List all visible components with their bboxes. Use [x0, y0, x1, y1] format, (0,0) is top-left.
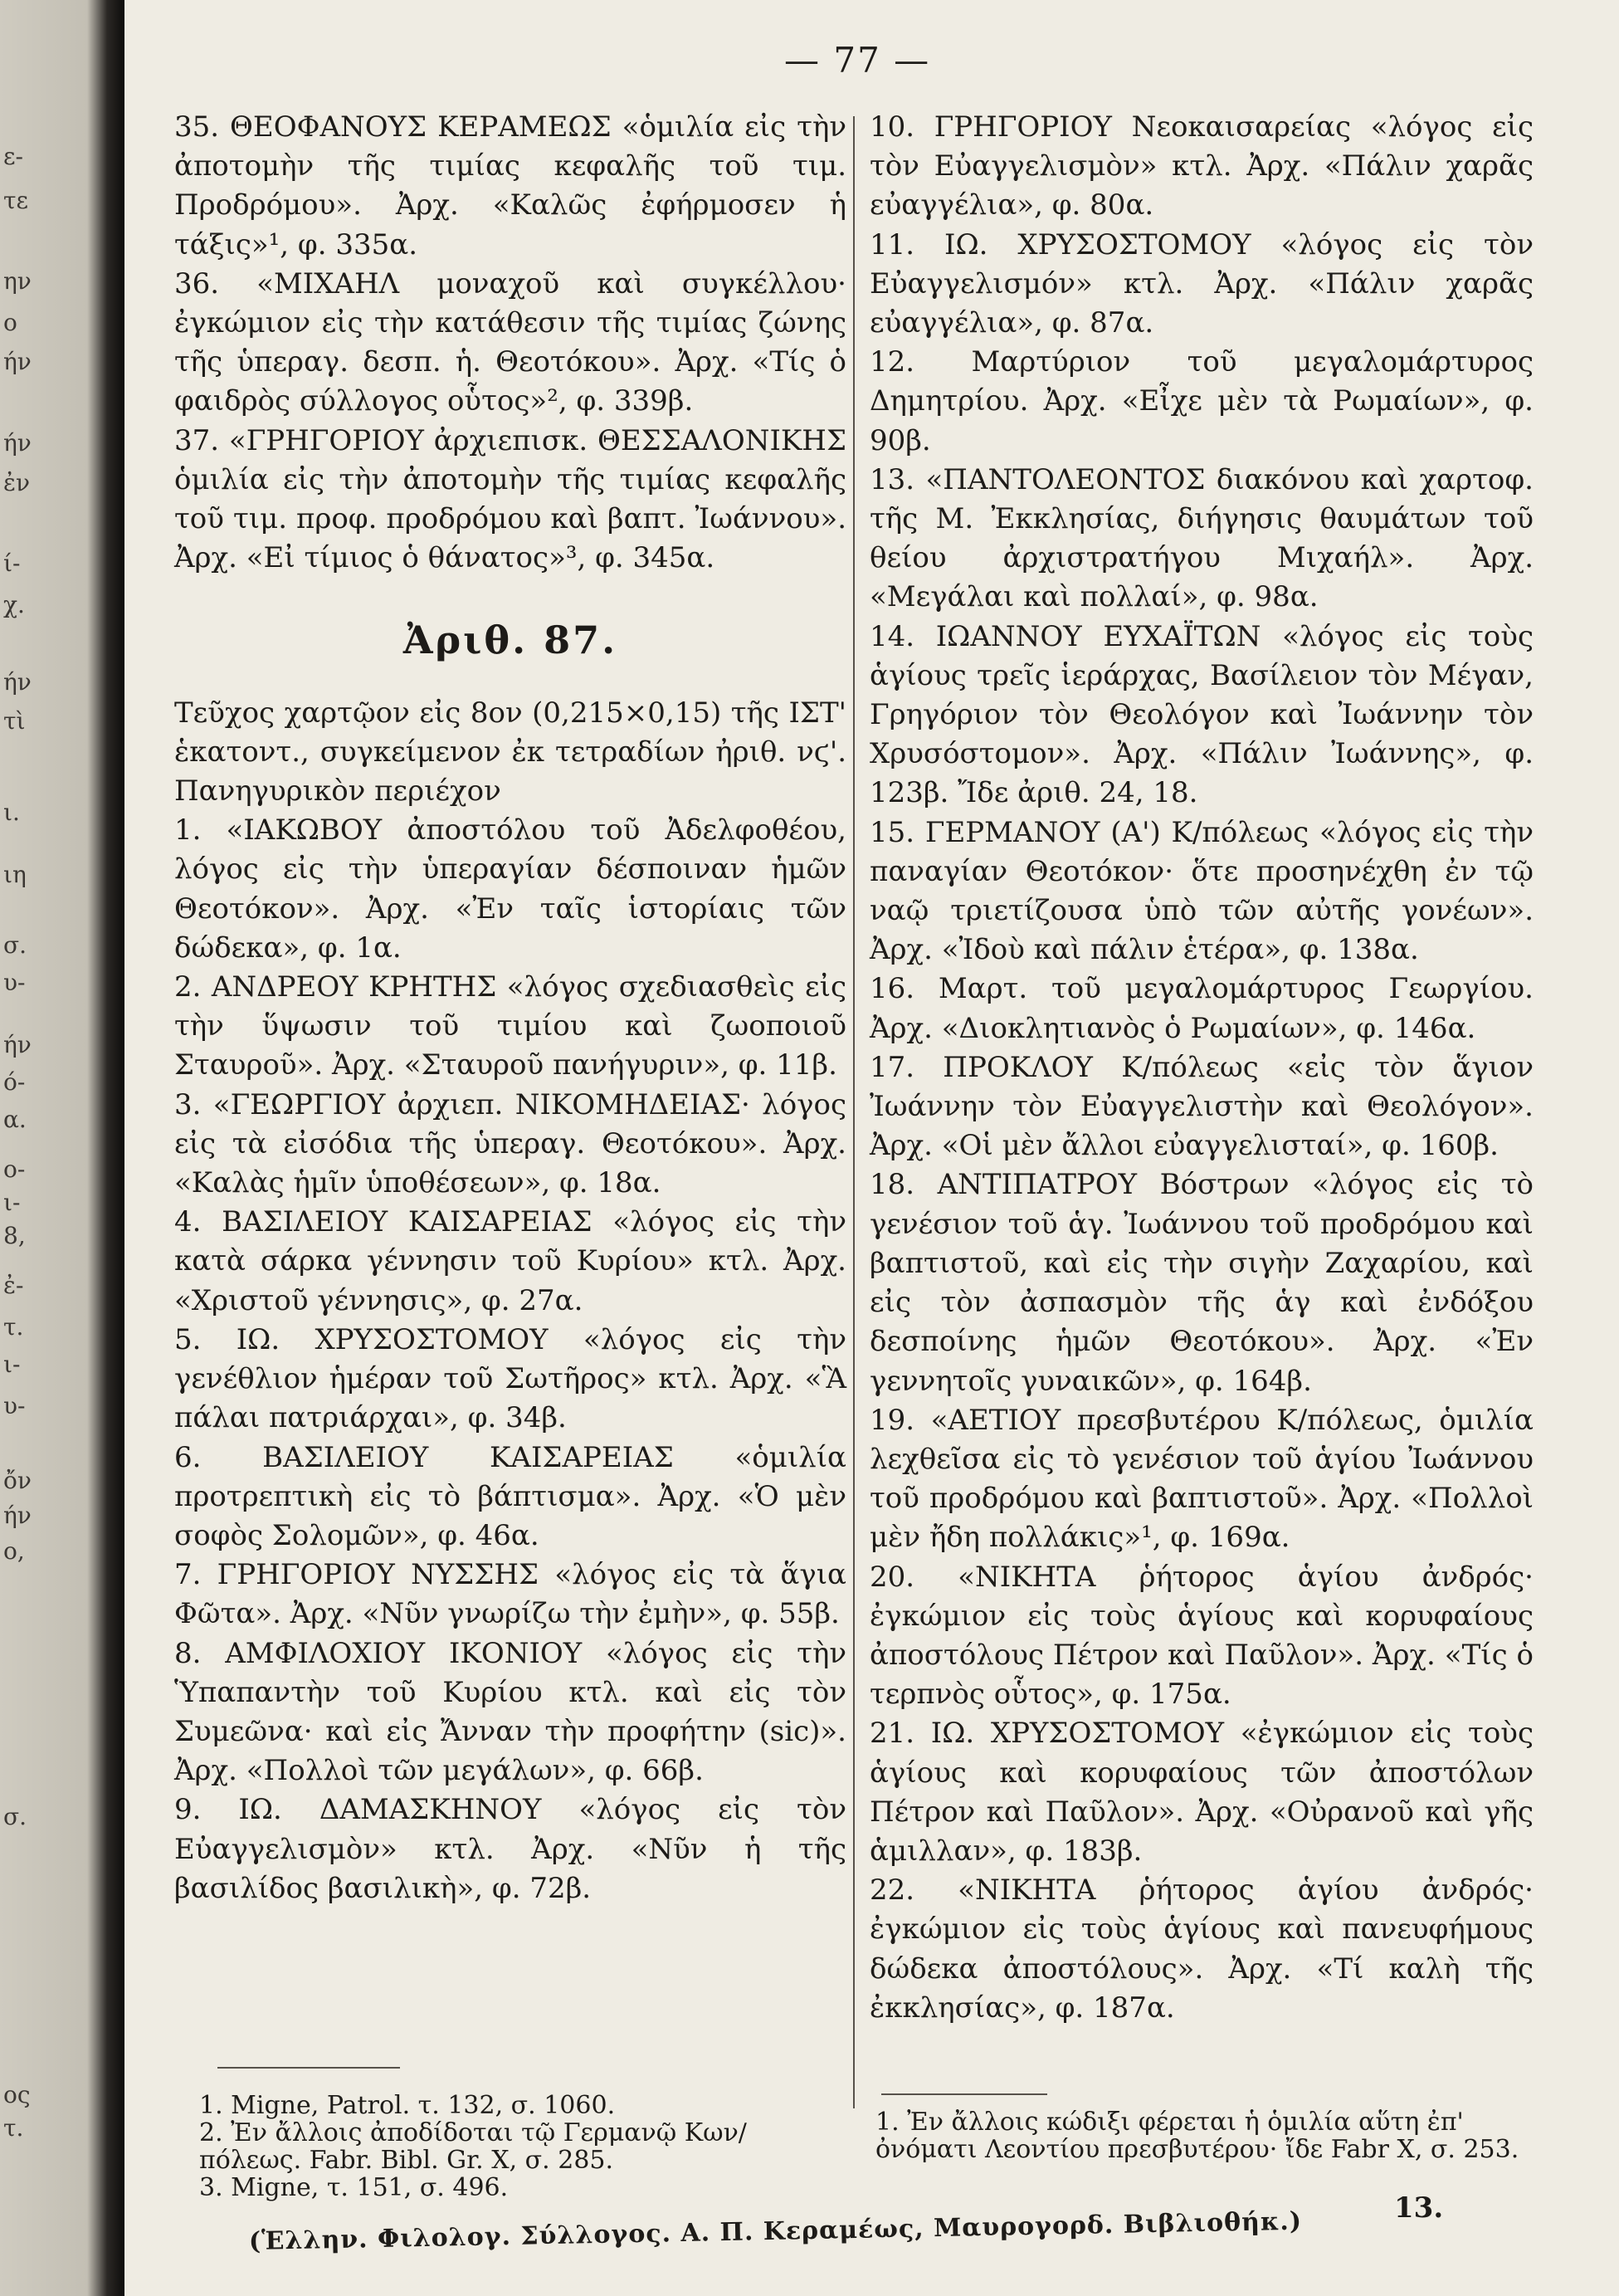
catalogue-entry: 13. «ΠΑΝΤΟΛΕΟΝΤΟΣ διακόνου καὶ χαρτοφ. τῆς Μ. Ἐκκλησίας, διήγησις θαυμάτων τοῦ θείου ἀρχιστρατήγου Μιχαήλ». Ἀρχ. «Μεγάλαι καὶ πολλαί», φ. 98α.: [870, 462, 1534, 614]
catalogue-entry: 3. «ΓΕΩΡΓΙΟΥ ἀρχιεπ. ΝΙΚΟΜΗΔΕΙΑΣ· λόγος εἰς τὰ εἰσόδια τῆς ὑπεραγ. Θεοτόκου». Ἀρχ. «Καλὰς ἡμῖν ὑποθέσεων», φ. 18α.: [174, 1087, 846, 1200]
margin-fragment: ιη: [3, 861, 27, 888]
margin-fragment: ό-: [3, 1068, 26, 1096]
catalogue-entry: 22. «ΝΙΚΗΤΑ ῥήτορος ἁγίου ἀνδρός· ἐγκώμιον εἰς τοὺς ἁγίους καὶ πανευφήμους δώδεκα ἀποστόλους». Ἀρχ. «Τί καλὴ τῆς ἐκκλησίας», φ. 187α.: [870, 1873, 1534, 2025]
catalogue-entry: 15. ΓΕΡΜΑΝΟΥ (Α') Κ/πόλεως «λόγος εἰς τὴν παναγίαν Θεοτόκον· ὅτε προσηνέχθη ἐν τῷ ναῷ τριετίζουσα ὑπὸ τῶν αὐτῆς γονέων». Ἀρχ. «Ἰδοὺ καὶ πάλιν ἑτέρα», φ. 138α.: [870, 815, 1534, 967]
library-colophon: (Ἑλλην. Φιλολογ. Σύλλογος. Α. Π. Κεραμέως, Μαυρογορδ. Βιβλιοθήκ.): [248, 2206, 1303, 2256]
margin-fragment: ι-: [3, 1351, 21, 1378]
catalogue-entry: 36. «ΜΙΧΑΗΛ μοναχοῦ καὶ συγκέλλου· ἐγκώμιον εἰς τὴν κατάθεσιν τῆς τιμίας ζώνης τῆς ὑπεραγ. δεσπ. ἡ. Θεοτόκου». Ἀρχ. «Τίς ὁ φαιδρὸς σύλλογος οὗτος»², φ. 339β.: [174, 266, 846, 418]
catalogue-entry: 19. «ΑΕΤΙΟΥ πρεσβυτέρου Κ/πόλεως, ὁμιλία λεχθεῖσα εἰς τὸ γενέσιον τοῦ ἁγίου Ἰωάννου τοῦ προδρόμου καὶ βαπτιστοῦ». Ἀρχ. «Πολλοὶ μὲν ἤδη πολλάκις»¹, φ. 169α.: [870, 1403, 1534, 1555]
margin-fragment: σ.: [3, 931, 27, 959]
margin-fragment: ἐ-: [3, 1272, 24, 1299]
margin-fragment: 8,: [3, 1222, 26, 1249]
margin-fragment: ἐν: [3, 469, 31, 496]
catalogue-entry: 4. ΒΑΣΙΛΕΙΟΥ ΚΑΙΣΑΡΕΙΑΣ «λόγος εἰς τὴν κατὰ σάρκα γέννησιν τοῦ Κυρίου» κτλ. Ἀρχ. «Χριστοῦ γέννησις», φ. 27α.: [174, 1205, 846, 1317]
catalogue-entry: 11. ΙΩ. ΧΡΥΣΟΣΤΟΜΟΥ «λόγος εἰς τὸν Εὐαγγελισμόν» κτλ. Ἀρχ. «Πάλιν χαρᾶς εὐαγγέλια», φ. 87α.: [870, 227, 1534, 340]
catalogue-entry: 20. «ΝΙΚΗΤΑ ῥήτορος ἁγίου ἀνδρός· ἐγκώμιον εἰς τοὺς ἁγίους καὶ κορυφαίους ἀποστόλους Πέτρον καὶ Παῦλον». Ἀρχ. «Τίς ὁ τερπνὸς οὗτος», φ. 175α.: [870, 1560, 1534, 1712]
book-binding-gutter: [0, 0, 124, 2296]
catalogue-entry: 7. ΓΡΗΓΟΡΙΟΥ ΝΥΣΣΗΣ «λόγος εἰς τὰ ἅγια Φῶτα». Ἀρχ. «Νῦν γνωρίζω τὴν ἐμὴν», φ. 55β.: [174, 1558, 846, 1631]
catalogue-entry: 35. ΘΕΟΦΑΝΟΥΣ ΚΕΡΑΜΕΩΣ «ὁμιλία εἰς τὴν ἀποτομὴν τῆς τιμίας κεφαλῆς τοῦ τιμ. Προδρόμου». Ἀρχ. «Καλῶς ἐφήρμοσεν ἡ τάξις»¹, φ. 335α.: [174, 110, 846, 261]
catalogue-entry: 8. ΑΜΦΙΛΟΧΙΟΥ ΙΚΟΝΙΟΥ «λόγος εἰς τὴν Ὑπαπαντὴν τοῦ Κυρίου κτλ. καὶ εἰς τὸν Συμεῶνα· καὶ εἰς Ἄνναν τὴν προφήτην (sic)». Ἀρχ. «Πολλοὶ τῶν μεγάλων», φ. 66β.: [174, 1636, 846, 1788]
margin-fragment: τ.: [3, 2114, 24, 2142]
catalogue-entry: 12. Μαρτύριον τοῦ μεγαλομάρτυρος Δημητρίου. Ἀρχ. «Εἶχε μὲν τὰ Ρωμαίων», φ. 90β.: [870, 345, 1534, 457]
margin-fragment: σ.: [3, 1803, 27, 1830]
margin-fragment: ο,: [3, 1537, 25, 1565]
catalogue-entry: 14. ΙΩΑΝΝΟΥ ΕΥΧΑΪΤΩΝ «λόγος εἰς τοὺς ἁγίους τρεῖς ἱεράρχας, Βασίλειον τὸν Μέγαν, Γρηγόριον τὸν Θεολόγον καὶ Ἰωάννην τὸν Χρυσόστομον». Ἀρχ. «Πάλιν Ἰωάννης», φ. 123β. Ἴδε ἀριθ. 24, 18.: [870, 619, 1534, 810]
margin-fragment: ε-: [3, 143, 23, 170]
manuscript-description: Τεῦχος χαρτῷον εἰς 8ον (0,215×0,15) τῆς ΙΣΤ' ἑκατοντ., συγκείμενον ἐκ τετραδίων ἠριθ. νϛ'. Πανηγυρικὸν περιέχον: [174, 696, 846, 808]
margin-fragment: ι-: [3, 1189, 21, 1216]
catalogue-entry: 16. Μαρτ. τοῦ μεγαλομάρτυρος Γεωργίου. Ἀρχ. «Διοκλητιανὸς ὁ Ρωμαίων», φ. 146α.: [870, 972, 1534, 1045]
catalogue-entry: 10. ΓΡΗΓΟΡΙΟΥ Νεοκαισαρείας «λόγος εἰς τὸν Εὐαγγελισμὸν» κτλ. Ἀρχ. «Πάλιν χαρᾶς εὐαγγέλια», φ. 80α.: [870, 110, 1534, 222]
margin-fragment: ήν: [3, 348, 32, 375]
catalogue-entry: 5. ΙΩ. ΧΡΥΣΟΣΤΟΜΟΥ «λόγος εἰς τὴν γενέθλιον ἡμέραν τοῦ Σωτῆρος» κτλ. Ἀρχ. «Ἃ πάλαι πατριάρχαι», φ. 34β.: [174, 1322, 846, 1435]
margin-fragment: ὄν: [3, 1467, 32, 1494]
footnote: 1. Migne, Patrol. τ. 132, σ. 1060.: [199, 2091, 616, 2120]
footnote: 2. Ἐν ἄλλοις ἀποδίδοται τῷ Γερμανῷ Κων/πόλεως. Fabr. Bibl. Gr. X, σ. 285.: [199, 2118, 747, 2175]
margin-fragment: ι.: [3, 799, 20, 826]
margin-fragment: α.: [3, 1106, 27, 1133]
margin-fragment: τε: [3, 187, 28, 214]
catalogue-entry: 18. ΑΝΤΙΠΑΤΡΟΥ Βόστρων «λόγος εἰς τὸ γενέσιον τοῦ ἁγ. Ἰωάννου τοῦ προδρόμου καὶ βαπτιστοῦ, καὶ εἰς τὴν σιγὴν Ζαχαρίου, καὶ εἰς τὸν ἀσπασμὸν τῆς ἁγ καὶ ἐνδόξου δεσποίνης ἡμῶν Θεοτόκου». Ἀρχ. «Ἐν γεννητοῖς γυναικῶν», φ. 164β.: [870, 1168, 1534, 1398]
catalogue-entry: 21. ΙΩ. ΧΡΥΣΟΣΤΟΜΟΥ «ἐγκώμιον εἰς τοὺς ἁγίους καὶ κορυφαίους τῶν ἀποστόλων Πέτρον καὶ Παῦλον». Ἀρχ. «Οὐρανοῦ καὶ γῆς ἁμιλλαν», φ. 183β.: [870, 1717, 1534, 1868]
catalogue-entry: 37. «ΓΡΗΓΟΡΙΟΥ ἀρχιεπισκ. ΘΕΣΣΑΛΟΝΙΚΗΣ ὁμιλία εἰς τὴν ἀποτομὴν τῆς τιμίας κεφαλῆς τοῦ τιμ. προφ. προδρόμου καὶ βαπτ. Ἰωάννου». Ἀρχ. «Εἰ τίμιος ὁ θάνατος»³, φ. 345α.: [174, 423, 846, 575]
catalogue-entry: 17. ΠΡΟΚΛΟΥ Κ/πόλεως «εἰς τὸν ἅγιον Ἰωάννην τὸν Εὐαγγελιστὴν καὶ Θεολόγον». Ἀρχ. «Οἱ μὲν ἄλλοι εὐαγγελισταί», φ. 160β.: [870, 1050, 1534, 1163]
margin-fragment: τ.: [3, 1313, 24, 1341]
margin-fragment: υ-: [3, 969, 26, 996]
margin-fragment: ήν: [3, 1031, 32, 1058]
left-column: [174, 108, 846, 1908]
footnote-rule: [881, 2093, 1047, 2095]
catalogue-entry: 1. «ΙΑΚΩΒΟΥ ἀποστόλου τοῦ Ἀδελφοθέου, λόγος εἰς τὴν ὑπεραγίαν δέσποιναν ἡμῶν Θεοτόκον». Ἀρχ. «Ἐν ταῖς ἱστορίαις τῶν δώδεκα», φ. 1α.: [174, 813, 846, 965]
catalogue-entry: 6. ΒΑΣΙΛΕΙΟΥ ΚΑΙΣΑΡΕΙΑΣ «ὁμιλία προτρεπτικὴ εἰς τὸ βάπτισμα». Ἀρχ. «Ὁ μὲν σοφὸς Σολομῶν», φ. 46α.: [174, 1440, 846, 1552]
catalogue-entry: 9. ΙΩ. ΔΑΜΑΣΚΗΝΟΥ «λόγος εἰς τὸν Εὐαγγελισμὸν» κτλ. Ἀρχ. «Νῦν ἡ τῆς βασιλίδος βασιλικὴ», φ. 72β.: [174, 1793, 846, 1905]
catalogue-entry: 2. ΑΝΔΡΕΟΥ ΚΡΗΤΗΣ «λόγος σχεδιασθεὶς εἰς τὴν ὕψωσιν τοῦ τιμίου καὶ ζωοποιοῦ Σταυροῦ». Ἀρχ. «Σταυροῦ πανήγυριν», φ. 11β.: [174, 970, 846, 1082]
margin-fragment: υ-: [3, 1392, 26, 1419]
margin-fragment: ην: [3, 267, 32, 295]
margin-fragment: ος: [3, 2081, 31, 2108]
left-footnotes: [199, 2092, 846, 2201]
sheet-signature-number: 13.: [1394, 2191, 1444, 2225]
right-column: [870, 108, 1534, 2028]
manuscript-number-heading: Ἀριθ. 87.: [402, 618, 618, 663]
footnote-rule: [217, 2067, 400, 2069]
footnote: 3. Migne, τ. 151, σ. 496.: [199, 2173, 509, 2202]
column-divider: [853, 116, 855, 2108]
margin-fragment: ο-: [3, 1155, 26, 1183]
margin-fragment: ο: [3, 309, 17, 336]
page-number: — 77 —: [784, 40, 931, 81]
margin-fragment: ήν: [3, 668, 32, 696]
right-footnotes: [875, 2108, 1531, 2163]
margin-fragment: ήν: [3, 1502, 32, 1529]
margin-fragment: ήν: [3, 429, 32, 457]
margin-fragment: χ.: [3, 591, 25, 618]
footnote: 1. Ἐν ἄλλοις κώδιξι φέρεται ἡ ὁμιλία αὕτη ἐπ' ὀνόματι Λεοντίου πρεσβυτέρου· ἴδε Fabr X, σ. 253.: [875, 2108, 1519, 2164]
margin-fragment: ί-: [3, 550, 21, 577]
margin-fragment: τὶ: [3, 707, 26, 735]
